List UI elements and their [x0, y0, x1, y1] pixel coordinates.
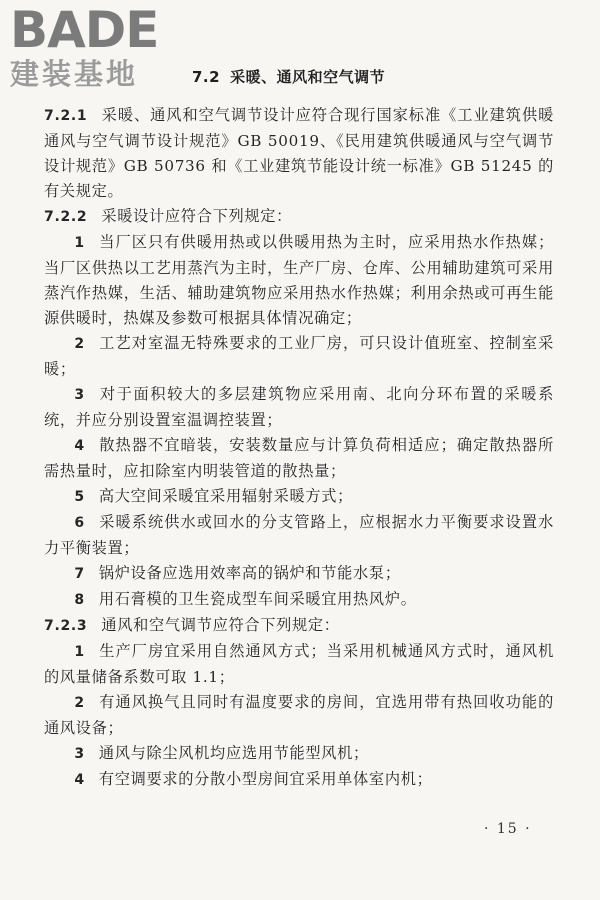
item-number: 5: [74, 489, 85, 505]
paragraph-text: 生产厂房宜采用自然通风方式；当采用机械通风方式时，通风机的风量储备系数可取 1.1；: [44, 642, 554, 686]
item-number: 4: [74, 772, 85, 788]
section-number: 7.2: [192, 68, 221, 86]
item-number: 2: [74, 336, 85, 352]
paragraph-text: 当厂区只有供暖用热或以供暖用热为主时，应采用热水作热媒；当厂区供热以工艺用蒸汽为主时，生产厂房、仓库、公用辅助建筑可采用蒸汽作热媒，生活、辅助建筑物应采用热水作热媒；利用余热或可再生能源供暖时，热媒及参数可根据具体情况确定；: [44, 233, 554, 327]
document-body: [44, 103, 554, 793]
list-item: [44, 433, 554, 484]
page-number: · 15 ·: [484, 821, 532, 837]
item-number: 3: [74, 746, 85, 762]
clause-paragraph: [44, 204, 554, 230]
paragraph-text: 采暖设计应符合下列规定：: [101, 207, 293, 225]
list-item: [44, 382, 554, 433]
paragraph-text: 采暖、通风和空气调节设计应符合现行国家标准《工业建筑供暖通风与空气调节设计规范》GB 50019、《民用建筑供暖通风与空气调节设计规范》GB 50736 和《工业建筑节能设计统一标准》GB 51245 的有关规定。: [44, 106, 554, 200]
item-number: 3: [74, 387, 85, 403]
paragraph-text: 散热器不宜暗装，安装数量应与计算负荷相适应；确定散热器所需热量时，应扣除室内明装管道的散热量；: [44, 436, 554, 480]
item-number: 4: [74, 438, 85, 454]
logo-wordmark: BADE: [10, 1, 159, 59]
clause-number: 7.2.1: [44, 108, 88, 124]
list-item: [44, 639, 554, 690]
clause-number: 7.2.3: [44, 618, 88, 634]
paragraph-text: 通风与除尘风机均应选用节能型风机；: [98, 744, 369, 762]
clause-paragraph: [44, 103, 554, 204]
paragraph-text: 通风和空气调节应符合下列规定：: [101, 616, 340, 634]
list-item: [44, 741, 554, 767]
paragraph-text: 工艺对室温无特殊要求的工业厂房，可只设计值班室、控制室采暖；: [44, 334, 554, 378]
item-number: 1: [74, 235, 85, 251]
clause-number: 7.2.2: [44, 209, 88, 225]
item-number: 2: [74, 695, 85, 711]
list-item: [44, 510, 554, 561]
list-item: [44, 690, 554, 741]
section-title-text: 采暖、通风和空气调节: [230, 68, 386, 86]
list-item: [44, 484, 554, 510]
list-item: [44, 561, 554, 587]
paragraph-text: 有通风换气且同时有温度要求的房间，宜选用带有热回收功能的通风设备；: [44, 693, 554, 737]
item-number: 1: [74, 644, 85, 660]
list-item: [44, 587, 554, 613]
paragraph-text: 高大空间采暖宜采用辐射采暖方式；: [98, 487, 354, 505]
paragraph-text: 对于面积较大的多层建筑物应采用南、北向分环布置的采暖系统，并应分别设置室温调控装置；: [44, 385, 554, 429]
paragraph-text: 用石膏模的卫生瓷成型车间采暖宜用热风炉。: [98, 590, 417, 608]
section-heading: [192, 66, 385, 88]
item-number: 7: [74, 566, 85, 582]
item-number: 8: [74, 592, 85, 608]
logo-chinese-text: 建装基地: [10, 57, 139, 91]
clause-paragraph: [44, 613, 554, 639]
paragraph-text: 有空调要求的分散小型房间宜采用单体室内机；: [98, 770, 433, 788]
list-item: [44, 331, 554, 382]
list-item: [44, 767, 554, 793]
bade-logo: [10, 1, 180, 91]
item-number: 6: [74, 515, 85, 531]
paragraph-text: 采暖系统供水或回水的分支管路上，应根据水力平衡要求设置水力平衡装置；: [44, 513, 554, 557]
list-item: [44, 230, 554, 331]
paragraph-text: 锅炉设备应选用效率高的锅炉和节能水泵；: [98, 564, 401, 582]
